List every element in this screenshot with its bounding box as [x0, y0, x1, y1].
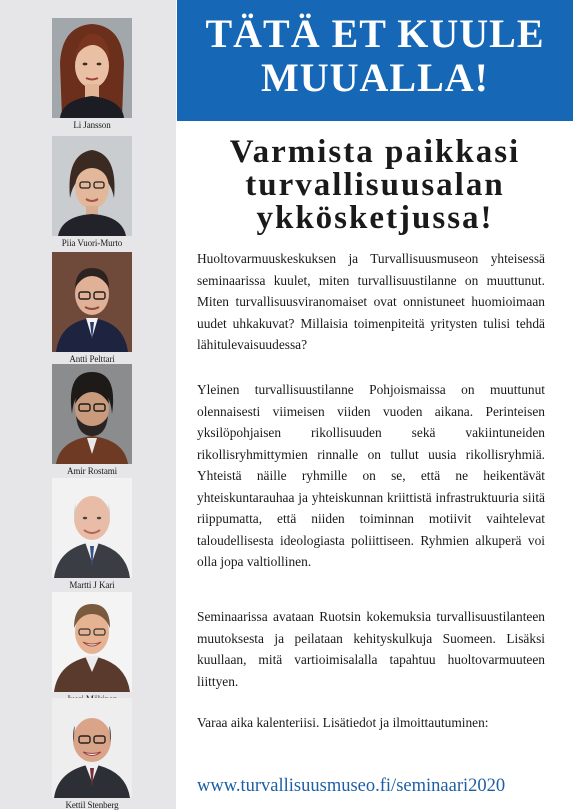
woman-glasses-portrait — [52, 136, 132, 236]
seminar-paragraph: Seminaarissa avataan Ruotsin kokemuksia turvallisuustilanteen muutoksesta ja peilataan kehityskulkuja Suomeen. Lisäksi kuullaan, mitä vartioimisalalla tapahtuu huoltovarmuuteen liittyen. — [197, 609, 545, 689]
speaker-card — [52, 698, 132, 810]
man-beard-glasses-portrait — [52, 364, 132, 464]
subheading: Varmista paikkasi turvallisuusalan ykkösketjussa! — [229, 134, 521, 236]
intro-paragraph: Huoltovarmuuskeskuksen ja Turvallisuusmuseon yhteisessä seminaarissa kuulet, miten turvallisuustilanne on muuttunut. Miten turvallisuusviranomaiset ovat onnistuneet huomioimaan uudet uhkakuvat? Millaisia toimenpiteitä yritysten tulisi tehdä lähitulevaisuudessa? — [197, 251, 545, 352]
call-to-action: Varaa aika kalenteriisi. Lisätiedot ja ilmoittautuminen: — [197, 715, 489, 730]
banner-title: TÄTÄ ET KUULE MUUALLA! — [205, 11, 545, 100]
speaker-card — [52, 364, 132, 476]
speaker-name: Kettil Stenberg — [65, 800, 119, 810]
speaker-card — [52, 136, 132, 248]
man-glasses-suit-portrait — [52, 252, 132, 352]
seminar-link[interactable]: www.turvallisuusmuseo.fi/seminaari2020 — [197, 776, 506, 796]
situation-paragraph: Yleinen turvallisuustilanne Pohjoismaissa on muuttunut olennaisesti viimeisen viiden vuoden aikana. Perinteisen yksilöpohjaisen rikollisuuden sekä vakiintuneiden rikollisryhmittymien rinnalle on tullut uusia rikollisryhmiä. Yhteistä näille ryhmille on se, että ne heikentävät yhteiskuntarauhaa ja yhteiskunnan kriittistä infrastruktuuria siitä riippumatta, että niiden toiminnan motiivit vaihtelevat taloudellisesta ideologiasta poliittiseen. Ryhmien alkuperä voi olla jopa valtiollinen. — [197, 382, 545, 569]
bald-man-suit-portrait — [52, 478, 132, 578]
woman-long-red-hair-portrait — [52, 18, 132, 118]
speaker-name: Piia Vuori-Murto — [61, 238, 123, 248]
bald-man-glasses-portrait — [52, 698, 132, 798]
headline-banner — [177, 0, 573, 121]
speaker-name: Li Jansson — [73, 120, 111, 130]
speaker-card — [52, 18, 132, 130]
man-smiling-portrait — [52, 592, 132, 692]
speaker-sidebar — [0, 0, 176, 809]
speaker-card — [52, 252, 132, 364]
speaker-name: Amir Rostami — [66, 466, 118, 476]
speaker-card — [52, 478, 132, 590]
speaker-name: Martti J Kari — [69, 580, 115, 590]
speaker-name: Antti Pelttari — [69, 354, 115, 364]
speaker-card — [52, 592, 132, 704]
